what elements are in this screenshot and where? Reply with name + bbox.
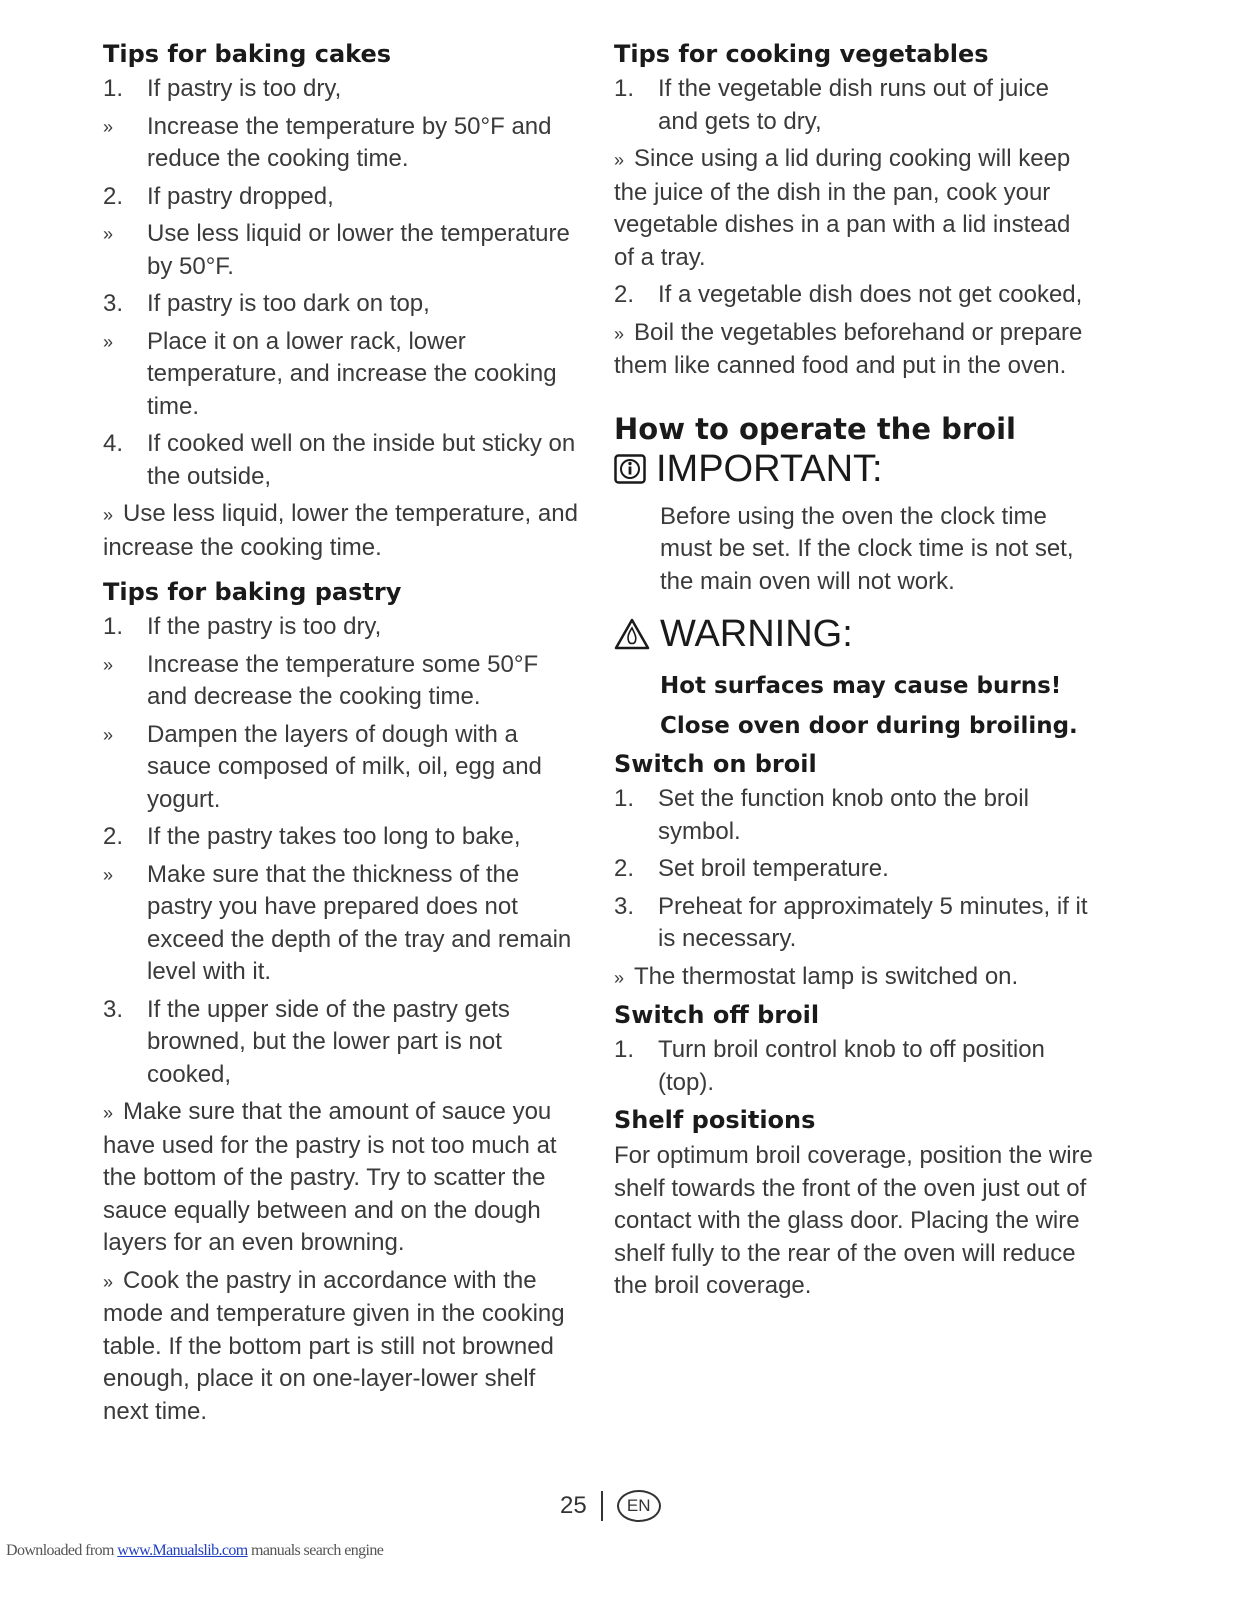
tip-text: Use less liquid, lower the temperature, and increase the cooking time. [103, 500, 578, 561]
step-text: If a vegetable dish does not get cooked, [658, 281, 1083, 308]
step-text: If pastry is too dry, [147, 75, 342, 102]
switch-off-steps [614, 1034, 1094, 1099]
numbered-step [103, 428, 583, 493]
warning-heading [614, 612, 1094, 656]
bullet-marker: » [103, 116, 114, 137]
tip-text: Boil the vegetables beforehand or prepare them like canned food and put in the oven. [614, 318, 1083, 379]
step-text: If the pastry is too dry, [147, 613, 382, 640]
step-text: If the upper side of the pastry gets browned, but the lower part is not cooked, [147, 995, 510, 1088]
tip-text: Since using a lid during cooking will keep the juice of the dish in the pan, cook your vegetable dishes in a pan with a lid instead of a tray. [614, 145, 1071, 271]
tip-text: Use less liquid or lower the temperature by 50°F. [147, 220, 570, 280]
numbered-step [614, 891, 1094, 956]
step-number: 1. [614, 1036, 635, 1063]
vegetables-tip-list [614, 73, 1094, 383]
step-text: If pastry dropped, [147, 182, 334, 210]
cakes-tip-list [103, 73, 583, 564]
step-text: Set broil temperature. [658, 855, 889, 882]
shelf-text: For optimum broil coverage, position the wire shelf towards the front of the oven just out of contact with the glass door. Placing the wire shelf fully to the rear of the oven will reduce the broil coverage. [614, 1142, 1093, 1299]
download-suffix: manuals search engine [247, 1542, 384, 1559]
step-number: 1. [103, 75, 124, 102]
tip-bullet [103, 218, 583, 283]
warning-label: WARNING: [660, 613, 853, 655]
step-number: 4. [103, 430, 124, 457]
tip-text: Cook the pastry in accordance with the mode and temperature given in the cooking table. If the bottom part is still not browned enough, place it on one-layer-lower shelf next time. [103, 1266, 565, 1425]
tip-text: Increase the temperature some 50°F and decrease the cooking time. [147, 650, 539, 710]
tip-bullet [103, 111, 583, 176]
bullet-marker: » [614, 967, 625, 988]
footer-divider [601, 1491, 603, 1521]
numbered-step [103, 611, 583, 644]
step-number: 3. [614, 892, 635, 920]
numbered-step [614, 1034, 1094, 1099]
tip-text: Make sure that the amount of sauce you have used for the pastry is not too much at the bottom of the pastry. Try to scatter the sauce equally between and on the dough layers for an even browning. [103, 1098, 557, 1256]
bullet-marker: » [103, 1271, 114, 1292]
pastry-tip-list [103, 611, 583, 1428]
step-number: 2. [614, 281, 635, 308]
numbered-step [103, 181, 583, 214]
step-number: 2. [103, 182, 124, 210]
step-text: If the vegetable dish runs out of juice and gets to dry, [658, 75, 1049, 135]
tip-bullet [103, 859, 583, 989]
tip-bullet [103, 649, 583, 714]
tip-bullet [103, 1265, 583, 1429]
tip-text: The thermostat lamp is switched on. [634, 962, 1019, 990]
bullet-marker: » [103, 1103, 114, 1123]
step-number: 1. [614, 75, 635, 102]
tip-bullet [614, 961, 1094, 995]
numbered-step [103, 821, 583, 854]
bullet-marker: » [103, 331, 114, 352]
download-prefix: Downloaded from [6, 1542, 118, 1559]
step-text: If cooked well on the inside but sticky on the outside, [147, 430, 576, 490]
bullet-marker: » [103, 505, 114, 525]
page-footer [560, 1490, 661, 1522]
warning-line-burns: Hot surfaces may cause burns! [660, 673, 1062, 699]
step-number: 2. [614, 855, 635, 882]
bullet-marker: » [614, 150, 625, 170]
tip-bullet [103, 719, 583, 817]
step-number: 3. [103, 290, 124, 317]
step-number: 1. [103, 613, 124, 640]
numbered-step [614, 279, 1094, 312]
important-text: Before using the oven the clock time must be set. If the clock time is not set, the main oven will not work. [660, 502, 1074, 595]
bullet-marker: » [103, 724, 114, 745]
step-text: Preheat for approximately 5 minutes, if it is necessary. [658, 892, 1088, 952]
section-title-shelf: Shelf positions [614, 1106, 816, 1134]
tip-text: Increase the temperature by 50°F and reduce the cooking time. [147, 112, 552, 172]
switch-on-steps [614, 783, 1094, 994]
section-title-pastry: Tips for baking pastry [103, 578, 402, 606]
step-text: If the pastry takes too long to bake, [147, 823, 521, 850]
numbered-step [614, 783, 1094, 848]
numbered-step [103, 73, 583, 106]
tip-bullet [103, 326, 583, 424]
right-column [614, 38, 1094, 1303]
numbered-step [103, 994, 583, 1092]
bullet-marker: » [103, 654, 114, 675]
tip-bullet [614, 317, 1094, 383]
warning-line-door: Close oven door during broiling. [660, 713, 1078, 739]
left-column [103, 38, 583, 1433]
step-text: If pastry is too dark on top, [147, 290, 430, 317]
tip-bullet [103, 1096, 583, 1260]
section-title-switch-on: Switch on broil [614, 750, 817, 778]
step-text: Turn broil control knob to off position (top). [658, 1036, 1045, 1096]
tip-bullet [103, 498, 583, 564]
broil-heading: How to operate the broil [614, 411, 1016, 446]
tip-text: Make sure that the thickness of the pastry you have prepared does not exceed the depth of the tray and remain level with it. [147, 860, 572, 985]
important-label: IMPORTANT: [656, 447, 883, 490]
tip-bullet [614, 143, 1094, 274]
download-attribution [6, 1542, 383, 1560]
section-title-switch-off: Switch off broil [614, 1001, 820, 1029]
step-number: 3. [103, 995, 124, 1023]
numbered-step [103, 288, 583, 321]
section-title-cakes: Tips for baking cakes [103, 40, 392, 68]
bullet-marker: » [103, 864, 114, 885]
tip-text: Dampen the layers of dough with a sauce composed of milk, oil, egg and yogurt. [147, 720, 542, 813]
info-icon [614, 454, 646, 484]
important-heading [614, 447, 1094, 491]
bullet-marker: » [103, 224, 114, 244]
numbered-step [614, 73, 1094, 138]
step-text: Set the function knob onto the broil symbol. [658, 785, 1029, 845]
page-number: 25 [560, 1492, 587, 1519]
step-number: 1. [614, 785, 635, 812]
step-number: 2. [103, 823, 124, 850]
manualslib-link[interactable]: www.Manualslib.com [117, 1542, 248, 1559]
section-title-vegetables: Tips for cooking vegetables [614, 40, 989, 68]
tip-text: Place it on a lower rack, lower temperature, and increase the cooking time. [147, 327, 557, 420]
bullet-marker: » [614, 323, 625, 344]
language-badge: EN [617, 1490, 661, 1522]
warning-triangle-icon [614, 618, 650, 650]
numbered-step [614, 853, 1094, 886]
